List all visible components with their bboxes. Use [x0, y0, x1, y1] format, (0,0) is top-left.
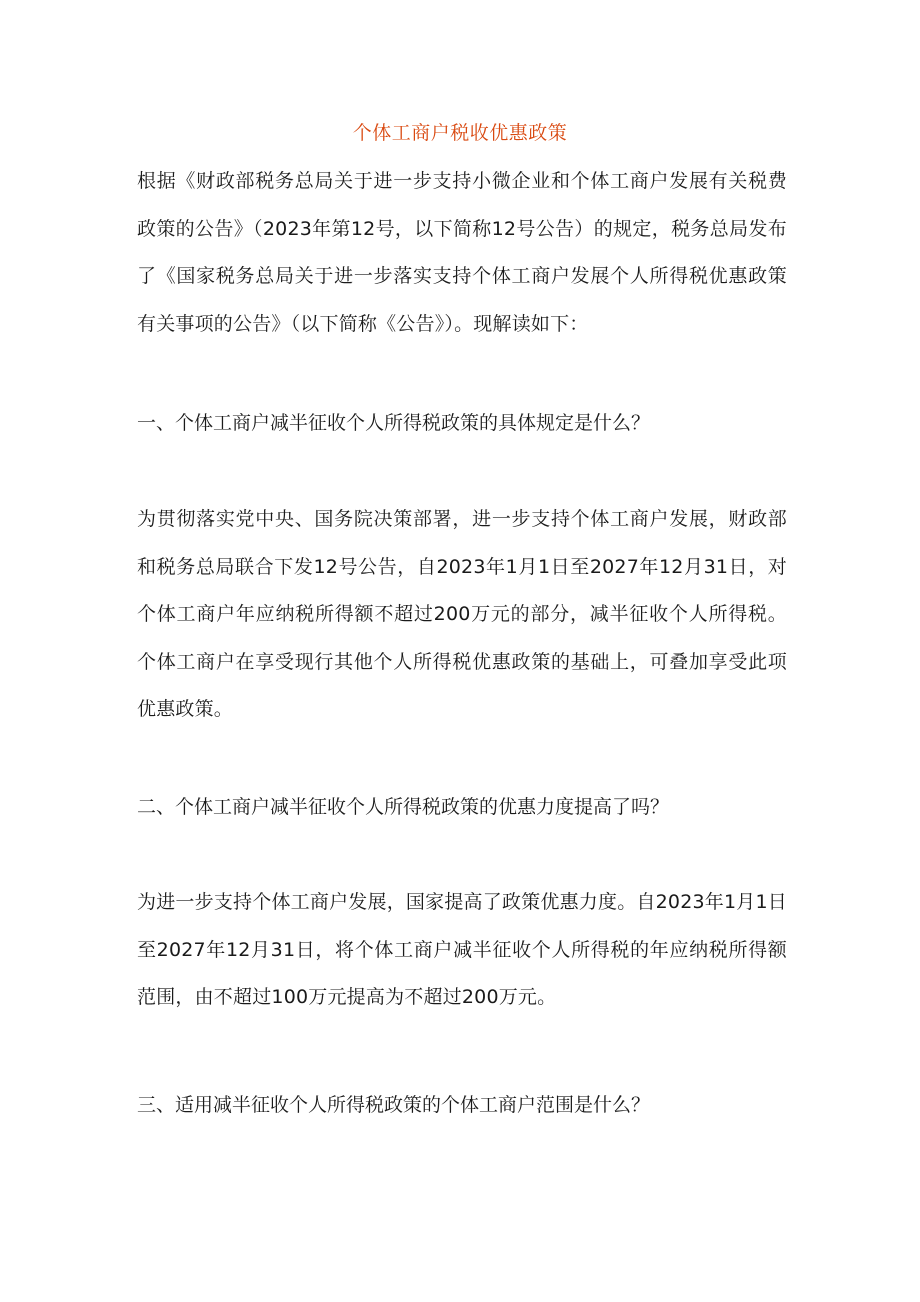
question-heading-3: 三、适用减半征收个人所得税政策的个体工商户范围是什么？ [137, 1094, 651, 1116]
answer-paragraph-2: 为进一步支持个体工商户发展，国家提高了政策优惠力度。自2023年1月1日至2027年12月31日，将个体工商户减半征收个人所得税的年应纳税所得额范围，由不超过100万元提高为不超过200万元。 [137, 891, 787, 1008]
answer-paragraph-1: 为贯彻落实党中央、国务院决策部署，进一步支持个体工商户发展，财政部和税务总局联合下发12号公告，自2023年1月1日至2027年12月31日，对个体工商户年应纳税所得额不超过200万元的部分，减半征收个人所得税。个体工商户在享受现行其他个人所得税优惠政策的基础上，可叠加享受此项优惠政策。 [137, 508, 787, 720]
intro-paragraph: 根据《财政部税务总局关于进一步支持小微企业和个体工商户发展有关税费政策的公告》（2023年第12号，以下简称12号公告）的规定，税务总局发布了《国家税务总局关于进一步落实支持个体工商户发展个人所得税优惠政策有关事项的公告》（以下简称《公告》）。现解读如下： [137, 170, 787, 335]
question-heading-2: 二、个体工商户减半征收个人所得税政策的优惠力度提高了吗？ [137, 796, 670, 818]
question-heading-1: 一、个体工商户减半征收个人所得税政策的具体规定是什么？ [137, 412, 651, 434]
document-title: 个体工商户税收优惠政策 [352, 122, 568, 144]
